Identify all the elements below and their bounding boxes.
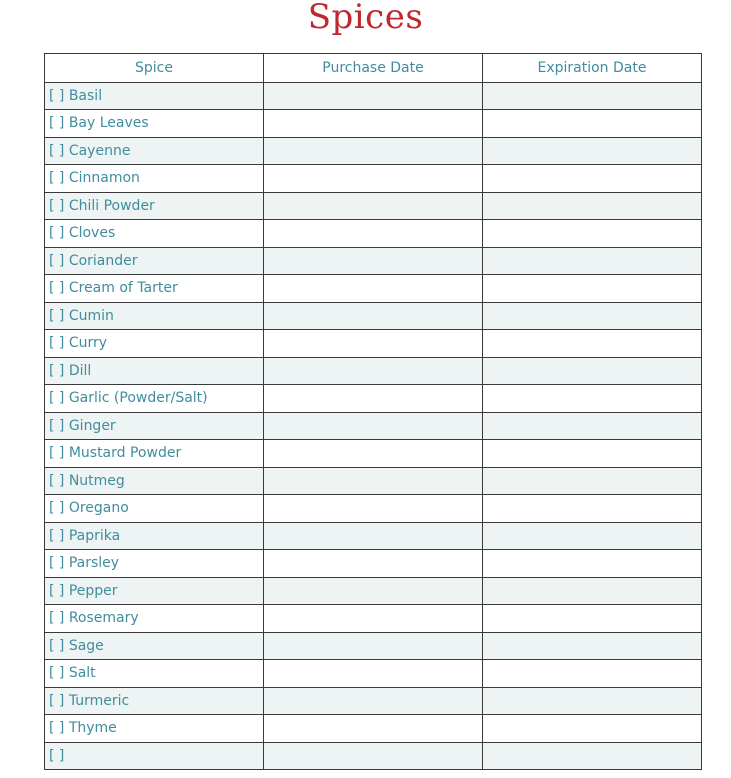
column-header-expiration-date: Expiration Date xyxy=(483,54,702,83)
purchase-date-cell[interactable] xyxy=(264,522,483,550)
purchase-date-cell[interactable] xyxy=(264,385,483,413)
purchase-date-cell[interactable] xyxy=(264,110,483,138)
expiration-date-cell[interactable] xyxy=(483,165,702,193)
spice-name-cell[interactable]: [ ] Garlic (Powder/Salt) xyxy=(45,385,264,413)
table-row xyxy=(45,385,702,413)
table-row xyxy=(45,687,702,715)
purchase-date-cell[interactable] xyxy=(264,577,483,605)
purchase-date-cell[interactable] xyxy=(264,715,483,743)
spice-name-cell[interactable]: [ ] Dill xyxy=(45,357,264,385)
table-row xyxy=(45,440,702,468)
purchase-date-cell[interactable] xyxy=(264,357,483,385)
purchase-date-cell[interactable] xyxy=(264,467,483,495)
expiration-date-cell[interactable] xyxy=(483,110,702,138)
purchase-date-cell[interactable] xyxy=(264,82,483,110)
spice-name-cell[interactable]: [ ] Pepper xyxy=(45,577,264,605)
expiration-date-cell[interactable] xyxy=(483,412,702,440)
purchase-date-cell[interactable] xyxy=(264,247,483,275)
spice-name-cell[interactable]: [ ] Cloves xyxy=(45,220,264,248)
spice-name-cell[interactable]: [ ] Nutmeg xyxy=(45,467,264,495)
purchase-date-cell[interactable] xyxy=(264,137,483,165)
spice-name-cell[interactable]: [ ] Paprika xyxy=(45,522,264,550)
expiration-date-cell[interactable] xyxy=(483,220,702,248)
spice-name-cell[interactable]: [ ] Curry xyxy=(45,330,264,358)
table-row xyxy=(45,495,702,523)
purchase-date-cell[interactable] xyxy=(264,330,483,358)
spice-name-cell[interactable]: [ ] Bay Leaves xyxy=(45,110,264,138)
spice-table xyxy=(44,53,702,770)
spice-name-cell[interactable]: [ ] Salt xyxy=(45,660,264,688)
table-row xyxy=(45,192,702,220)
spice-name-cell[interactable]: [ ] Turmeric xyxy=(45,687,264,715)
expiration-date-cell[interactable] xyxy=(483,495,702,523)
purchase-date-cell[interactable] xyxy=(264,660,483,688)
table-row xyxy=(45,82,702,110)
spice-name-cell[interactable]: [ ] Cinnamon xyxy=(45,165,264,193)
spice-name-cell[interactable]: [ ] Cream of Tarter xyxy=(45,275,264,303)
purchase-date-cell[interactable] xyxy=(264,440,483,468)
expiration-date-cell[interactable] xyxy=(483,660,702,688)
expiration-date-cell[interactable] xyxy=(483,247,702,275)
table-row xyxy=(45,165,702,193)
expiration-date-cell[interactable] xyxy=(483,440,702,468)
table-row xyxy=(45,357,702,385)
spice-name-cell[interactable]: [ ] Mustard Powder xyxy=(45,440,264,468)
table-row xyxy=(45,137,702,165)
table-row xyxy=(45,632,702,660)
spice-name-cell[interactable]: [ ] Cumin xyxy=(45,302,264,330)
table-row xyxy=(45,522,702,550)
purchase-date-cell[interactable] xyxy=(264,275,483,303)
expiration-date-cell[interactable] xyxy=(483,522,702,550)
spice-name-cell[interactable]: [ ] Oregano xyxy=(45,495,264,523)
table-row xyxy=(45,330,702,358)
spice-name-cell[interactable]: [ ] xyxy=(45,742,264,770)
expiration-date-cell[interactable] xyxy=(483,632,702,660)
table-header-row xyxy=(45,54,702,83)
spice-name-cell[interactable]: [ ] Thyme xyxy=(45,715,264,743)
expiration-date-cell[interactable] xyxy=(483,137,702,165)
table-row xyxy=(45,220,702,248)
table-row xyxy=(45,467,702,495)
spice-name-cell[interactable]: [ ] Basil xyxy=(45,82,264,110)
purchase-date-cell[interactable] xyxy=(264,687,483,715)
purchase-date-cell[interactable] xyxy=(264,165,483,193)
expiration-date-cell[interactable] xyxy=(483,687,702,715)
table-body xyxy=(45,82,702,770)
page-title: Spices xyxy=(307,0,424,37)
table-row xyxy=(45,550,702,578)
table-row xyxy=(45,605,702,633)
expiration-date-cell[interactable] xyxy=(483,275,702,303)
table-row xyxy=(45,275,702,303)
table-row xyxy=(45,247,702,275)
purchase-date-cell[interactable] xyxy=(264,220,483,248)
expiration-date-cell[interactable] xyxy=(483,330,702,358)
spice-name-cell[interactable]: [ ] Ginger xyxy=(45,412,264,440)
column-header-purchase-date: Purchase Date xyxy=(264,54,483,83)
expiration-date-cell[interactable] xyxy=(483,467,702,495)
spice-name-cell[interactable]: [ ] Coriander xyxy=(45,247,264,275)
expiration-date-cell[interactable] xyxy=(483,385,702,413)
table-row xyxy=(45,577,702,605)
purchase-date-cell[interactable] xyxy=(264,495,483,523)
spice-name-cell[interactable]: [ ] Cayenne xyxy=(45,137,264,165)
column-header-spice: Spice xyxy=(45,54,264,83)
purchase-date-cell[interactable] xyxy=(264,550,483,578)
spice-name-cell[interactable]: [ ] Sage xyxy=(45,632,264,660)
spice-name-cell[interactable]: [ ] Rosemary xyxy=(45,605,264,633)
purchase-date-cell[interactable] xyxy=(264,302,483,330)
expiration-date-cell[interactable] xyxy=(483,715,702,743)
expiration-date-cell[interactable] xyxy=(483,82,702,110)
expiration-date-cell[interactable] xyxy=(483,550,702,578)
purchase-date-cell[interactable] xyxy=(264,742,483,770)
expiration-date-cell[interactable] xyxy=(483,742,702,770)
purchase-date-cell[interactable] xyxy=(264,605,483,633)
table-row xyxy=(45,742,702,770)
expiration-date-cell[interactable] xyxy=(483,192,702,220)
table-row xyxy=(45,412,702,440)
purchase-date-cell[interactable] xyxy=(264,192,483,220)
purchase-date-cell[interactable] xyxy=(264,632,483,660)
table-row xyxy=(45,660,702,688)
spice-name-cell[interactable]: [ ] Chili Powder xyxy=(45,192,264,220)
purchase-date-cell[interactable] xyxy=(264,412,483,440)
expiration-date-cell[interactable] xyxy=(483,302,702,330)
spice-name-cell[interactable]: [ ] Parsley xyxy=(45,550,264,578)
table-row xyxy=(45,302,702,330)
table-row xyxy=(45,110,702,138)
table-row xyxy=(45,715,702,743)
expiration-date-cell[interactable] xyxy=(483,357,702,385)
expiration-date-cell[interactable] xyxy=(483,577,702,605)
expiration-date-cell[interactable] xyxy=(483,605,702,633)
